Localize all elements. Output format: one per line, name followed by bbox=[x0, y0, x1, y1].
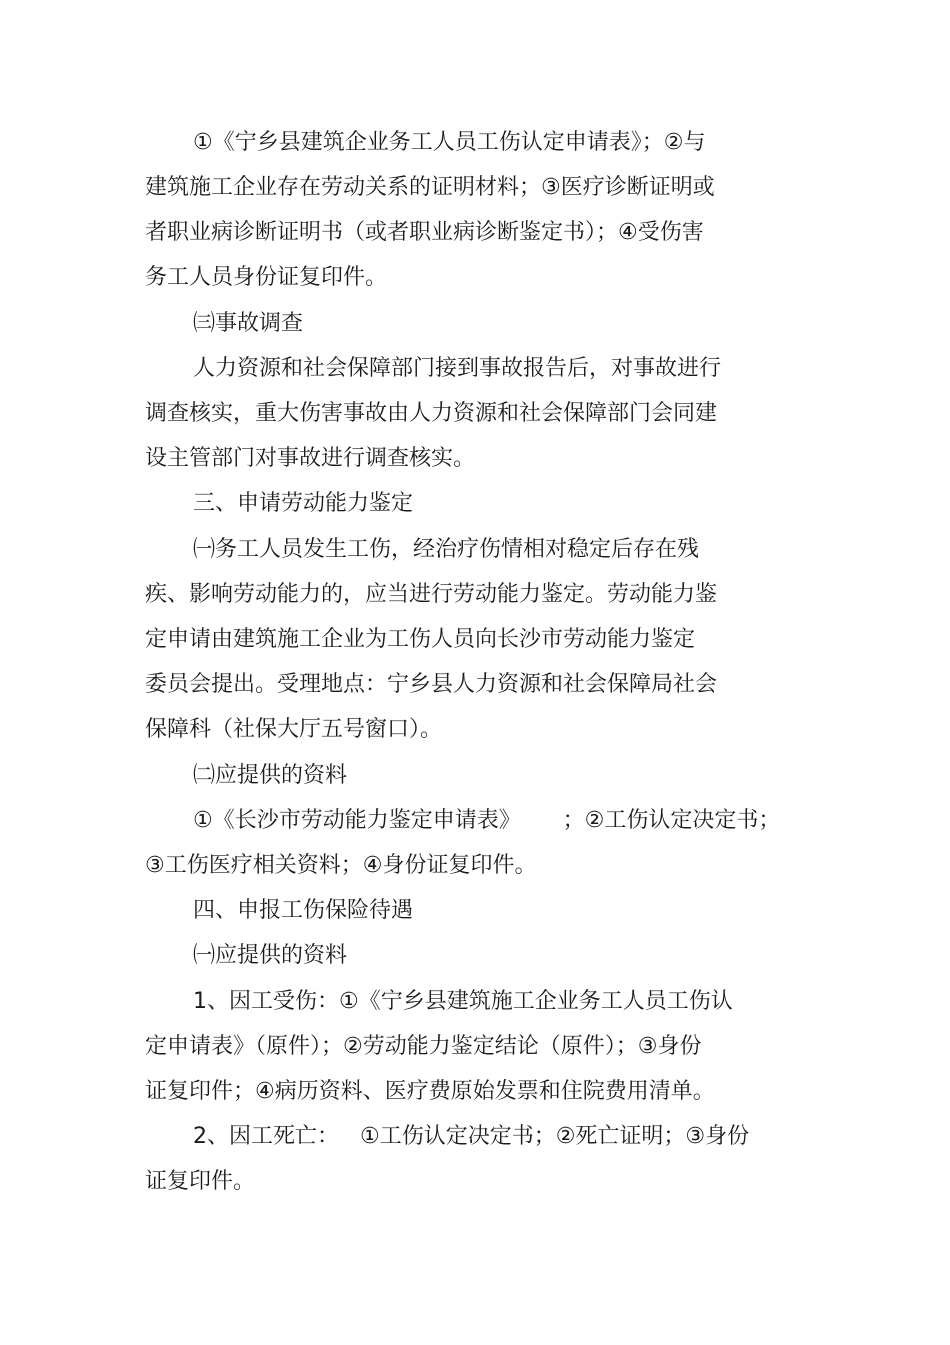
text-line: 调查核实，重大伤害事故由人力资源和社会保障部门会同建 bbox=[145, 401, 718, 426]
text-line: 1、因工受伤：①《宁乡县建筑施工企业务工人员工伤认 bbox=[193, 989, 733, 1014]
text-line: ㈠务工人员发生工伤，经治疗伤情相对稳定后存在残 bbox=[193, 537, 700, 562]
section-heading: 三、申请劳动能力鉴定 bbox=[193, 491, 414, 516]
text-line: 疾、影响劳动能力的，应当进行劳动能力鉴定。劳动能力鉴 bbox=[145, 582, 718, 607]
text-line: 务工人员身份证复印件。 bbox=[145, 265, 388, 290]
text-line: 者职业病诊断证明书（或者职业病诊断鉴定书）；④受伤害 bbox=[145, 220, 704, 245]
text-line: 设主管部门对事故进行调查核实。 bbox=[145, 446, 476, 471]
text-line: ①《宁乡县建筑企业务工人员工伤认定申请表》；②与 bbox=[193, 130, 706, 155]
text-line: 人力资源和社会保障部门接到事故报告后，对事故进行 bbox=[193, 356, 722, 381]
text-line: ③工伤医疗相关资料；④身份证复印件。 bbox=[145, 853, 537, 878]
text-line: 定申请由建筑施工企业为工伤人员向长沙市劳动能力鉴定 bbox=[145, 627, 696, 652]
section-heading: ㈡应提供的资料 bbox=[193, 763, 348, 788]
text-line: 保障科（社保大厅五号窗口）。 bbox=[145, 717, 443, 742]
text-line: 定申请表》（原件）；②劳动能力鉴定结论（原件）；③身份 bbox=[145, 1034, 702, 1059]
section-heading: ㈠应提供的资料 bbox=[193, 943, 348, 968]
text-line: 证复印件；④病历资料、医疗费原始发票和住院费用清单。 bbox=[145, 1079, 715, 1104]
text-line: 2、因工死亡： ①工伤认定决定书；②死亡证明；③身份 bbox=[193, 1124, 750, 1149]
text-line: ①《长沙市劳动能力鉴定申请表》 ；②工伤认定决定书； bbox=[193, 808, 781, 833]
text-line: 委员会提出。受理地点：宁乡县人力资源和社会保障局社会 bbox=[145, 672, 718, 697]
section-heading: ㈢事故调查 bbox=[193, 311, 304, 336]
text-line: 建筑施工企业存在劳动关系的证明材料；③医疗诊断证明或 bbox=[145, 175, 715, 200]
section-heading: 四、申报工伤保险待遇 bbox=[193, 898, 414, 923]
text-line: 证复印件。 bbox=[145, 1169, 256, 1194]
